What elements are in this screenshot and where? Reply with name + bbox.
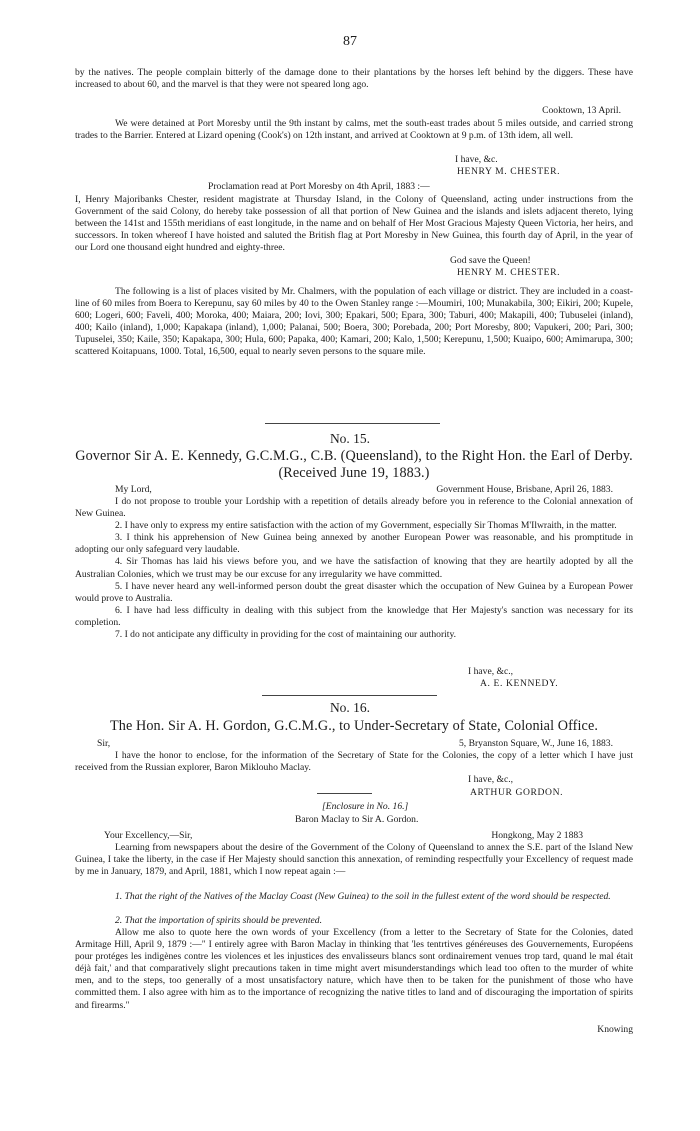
no15-address: Government House, Brisbane, April 26, 1883. bbox=[436, 484, 613, 495]
no16-heading: The Hon. Sir A. H. Gordon, G.C.M.G., to Under-Secretary of State, Colonial Office. bbox=[110, 718, 598, 734]
no15-salutation: My Lord, bbox=[115, 484, 152, 495]
no16-address: 5, Bryanston Square, W., June 16, 1883. bbox=[458, 738, 613, 749]
no15-para-1: I do not propose to trouble your Lordship with a repetition of details already before you in reference to the Colonial annexation of New Guinea. bbox=[75, 496, 633, 520]
no16-paragraph-2: Learning from newspapers about the desire of the Government of the Colony of Queensland to annex the S.E. part of the Island New Guinea, I take the liberty, in the case if Her Majesty should sanction this annexation, of reminding respectfully your Excellency of request made by me in January, 1879, and April, 1881, which I now repeat again :— bbox=[75, 842, 633, 878]
no15-body bbox=[75, 496, 633, 641]
proclamation-signature: HENRY M. CHESTER. bbox=[457, 267, 561, 278]
section-divider-2 bbox=[262, 695, 437, 696]
no15-signature: A. E. KENNEDY. bbox=[480, 678, 559, 689]
no16-paragraph-3: Allow me also to quote here the own words of your Excellency (from a letter to the Secretary of State for the Colonies, dated Armitage Hill, April 9, 1879 :—" I entirely agree with Baron Maclay in thinking that 'les tentrtives généreuses des Gouvernements, Européens pour protéges les indigènes contre les violences et les injustices des envalisseurs blancs sont ordinairement venues trop tard, quand le mal était déjà fait,' and that comparatively slight precautions taken in time might avert misunderstandings which lead too often to the murder of white men, and to the steps, too generally of a most unsatisfactory nature, which have then to be taken for the punishment of those who have committed them. I also agree with him as to the importance of recognizing the native titles to land and of discouraging the importation of spirits and firearms." bbox=[75, 927, 633, 1011]
no15-para-3: 3. I think his apprehension of New Guinea being annexed by another European Power was reasonable, and his promptitude in adopting our only safeguard very laudable. bbox=[75, 532, 633, 556]
top-signature: HENRY M. CHESTER. bbox=[457, 166, 561, 177]
no16-paragraph: I have the honor to enclose, for the information of the Secretary of State for the Colonies, the copy of a letter which I have just received from the Russian explorer, Baron Miklouho Maclay. bbox=[75, 750, 633, 774]
no15-para-2: 2. I have only to express my entire satisfaction with the action of my Government, especially Sir Thomas M'Ilwraith, in the matter. bbox=[115, 520, 617, 532]
top-closing: I have, &c. bbox=[455, 154, 498, 165]
no16-address-2: Hongkong, May 2 1883 bbox=[491, 830, 583, 841]
no16-signature: ARTHUR GORDON. bbox=[470, 787, 564, 798]
no15-heading: Governor Sir A. E. Kennedy, G.C.M.G., C.B. (Queensland), to the Right Hon. the Earl of Derby. (Received June 19, 1883.) bbox=[75, 448, 633, 481]
top-paragraph-1: by the natives. The people complain bitterly of the damage done to their plantations by the horses left behind by the diggers. These have increased to about 60, and the marvel is that they were not speared long ago. bbox=[75, 67, 633, 91]
enclosure-title: Baron Maclay to Sir A. Gordon. bbox=[295, 814, 419, 825]
proclamation-title: Proclamation read at Port Moresby on 4th April, 1883 :— bbox=[208, 181, 430, 192]
no16-item-2: 2. That the importation of spirits should be prevented. bbox=[115, 915, 322, 926]
proclamation-body: I, Henry Majoribanks Chester, resident magistrate at Thursday Island, in the Colony of Queensland, acting under instructions from the Government of the said Colony, do hereby take possession of all that portion of New Guinea and the islands and islets adjacent thereto, lying between the 141st and 155th meridians of east longitude, in the name and on behalf of Her Most Gracious Majesty Queen Victoria, her heirs, and successors. In token whereof I have hoisted and saluted the British flag at Port Moresby in New Guinea, this fourth day of April, in the year of our Lord one thousand eight hundred and eighty-three. bbox=[75, 194, 633, 254]
no15-salutation-row bbox=[75, 484, 633, 496]
no16-closing: I have, &c., bbox=[468, 774, 514, 785]
no16-number: No. 16. bbox=[329, 700, 371, 715]
top-paragraph-2: We were detained at Port Moresby until the 9th instant by calms, met the south-east trades about 5 miles outside, and carried strong trades to the Barrier. Entered at Lizard opening (Cook's) on 12th instant, and arrived at Cooktown at 9 p.m. of 13th idem, all well. bbox=[75, 118, 633, 142]
no15-number: No. 15. bbox=[329, 431, 371, 446]
no16-salutation-row-2 bbox=[75, 830, 633, 842]
places-list-paragraph: The following is a list of places visited by Mr. Chalmers, with the population of each village or district. They are included in a coast-line of 60 miles from Boera to Kerepunu, say 60 miles by 40 to the Owen Stanley range :—Moumiri, 100; Munakabila, 300; Eikiri, 200; Kupele, 600; Logeri, 600; Faveli, 400; Moroka, 400; Maiara, 200; Iovi, 300; Epakari, 500; Epara, 300; Taburi, 400; Makapili, 400; Tubuselei (inland), 400; Kailo (inland), 1,000; Kapakapa (inland), 1,000; Palanai, 500; Boera, 300; Porebada, 200; Port Moresby, 800; Vapukeri, 200; Pari, 300; Tupuselei, 350; Kaile, 350; Kapakapa, 300; Hula, 600; Papaka, 400; Kamari, 200; Kalo, 1,500; Kerepunu, 1,500; Kuaipo, 600; Amimarupa, 300; scattered Koitapuans, 1000. Total, 16,500, equal to nearly seven persons to the square mile. bbox=[75, 286, 633, 358]
no15-para-5: 5. I have never heard any well-informed person doubt the great disaster which the occupation of New Guinea by a European Power would prove to Australia. bbox=[75, 580, 633, 604]
no15-para-4: 4. Sir Thomas has laid his views before you, and we have the satisfaction of knowing that they are heartily adopted by all the Australian Colonies, which we trust may be our excuse for any irregularity we have committed. bbox=[75, 556, 633, 580]
no16-salutation-2: Your Excellency,—Sir, bbox=[104, 830, 193, 841]
section-divider bbox=[265, 423, 440, 424]
no16-salutation-row bbox=[75, 738, 633, 750]
enclosure-label: [Enclosure in No. 16.] bbox=[322, 801, 409, 812]
page-number: 87 bbox=[343, 34, 357, 49]
catchword: Knowing bbox=[597, 1024, 633, 1035]
no16-salutation: Sir, bbox=[97, 738, 111, 749]
no16-item-1: 1. That the right of the Natives of the Maclay Coast (New Guinea) to the soil in the fullest extent of the word should be respected. bbox=[115, 891, 611, 902]
top-place-date: Cooktown, 13 April. bbox=[542, 105, 621, 116]
no15-para-7: 7. I do not anticipate any difficulty in providing for the cost of maintaining our authority. bbox=[115, 629, 457, 641]
god-save-the-queen: God save the Queen! bbox=[450, 255, 531, 266]
no15-para-6: 6. I have had less difficulty in dealing with this subject from the knowledge that Her Majesty's sanction was necessary for its completion. bbox=[75, 604, 633, 628]
no15-closing: I have, &c., bbox=[468, 666, 514, 677]
